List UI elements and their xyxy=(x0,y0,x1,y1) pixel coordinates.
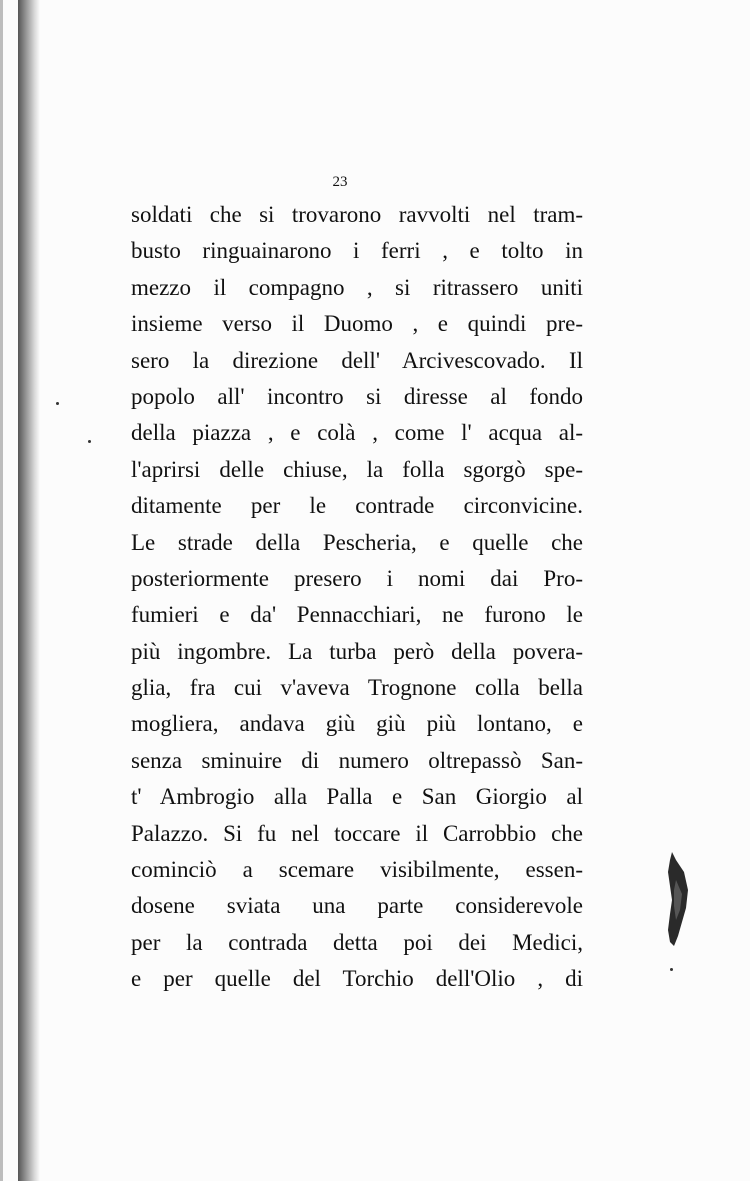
text-line: glia, fra cui v'aveva Trognone colla bella xyxy=(131,675,583,701)
text-line: popolo all' incontro si diresse al fondo xyxy=(131,383,583,409)
text-line: mezzo il compagno , si ritrassero uniti xyxy=(131,274,583,300)
text-line: della piazza , e colà , come l' acqua al- xyxy=(131,420,583,446)
text-line: cominciò a scemare visibilmente, essen- xyxy=(131,857,583,883)
text-line: posteriormente presero i nomi dai Pro- xyxy=(131,565,583,591)
text-line: per la contrada detta poi dei Medici, xyxy=(131,929,583,955)
text-line: Palazzo. Si fu nel toccare il Carrobbio che xyxy=(131,820,583,846)
paper-speck xyxy=(88,440,91,443)
text-line: l'aprirsi delle chiuse, la folla sgorgò spe- xyxy=(131,456,583,482)
page-number: 23 xyxy=(332,174,348,190)
text-line: e per quelle del Torchio dell'Olio , di xyxy=(131,966,583,992)
text-line: soldati che si trovarono ravvolti nel tram- xyxy=(131,202,583,227)
text-line: sero la direzione dell' Arcivescovado. Il xyxy=(131,347,583,373)
text-line: mogliera, andava giù giù più lontano, e xyxy=(131,711,583,737)
text-line: più ingombre. La turba però della povera- xyxy=(131,638,583,664)
text-line: ditamente per le contrade circonvicine. xyxy=(131,493,583,519)
book-binding-shadow xyxy=(18,0,40,1181)
paper-speck xyxy=(670,968,673,971)
text-line: fumieri e da' Pennacchiari, ne furono le xyxy=(131,602,583,628)
text-line: insieme verso il Duomo , e quindi pre- xyxy=(131,311,583,337)
text-line: busto ringuainarono i ferri , e tolto in xyxy=(131,238,583,264)
paper-speck xyxy=(56,402,59,405)
ink-stain xyxy=(664,850,690,950)
text-line: dosene sviata una parte considerevole xyxy=(131,893,583,919)
body-text xyxy=(131,197,583,998)
page-left-border xyxy=(0,0,3,1181)
text-line: senza sminuire di numero oltrepassò San- xyxy=(131,747,583,773)
text-line: t' Ambrogio alla Palla e San Giorgio al xyxy=(131,784,583,810)
text-line: Le strade della Pescheria, e quelle che xyxy=(131,529,583,555)
